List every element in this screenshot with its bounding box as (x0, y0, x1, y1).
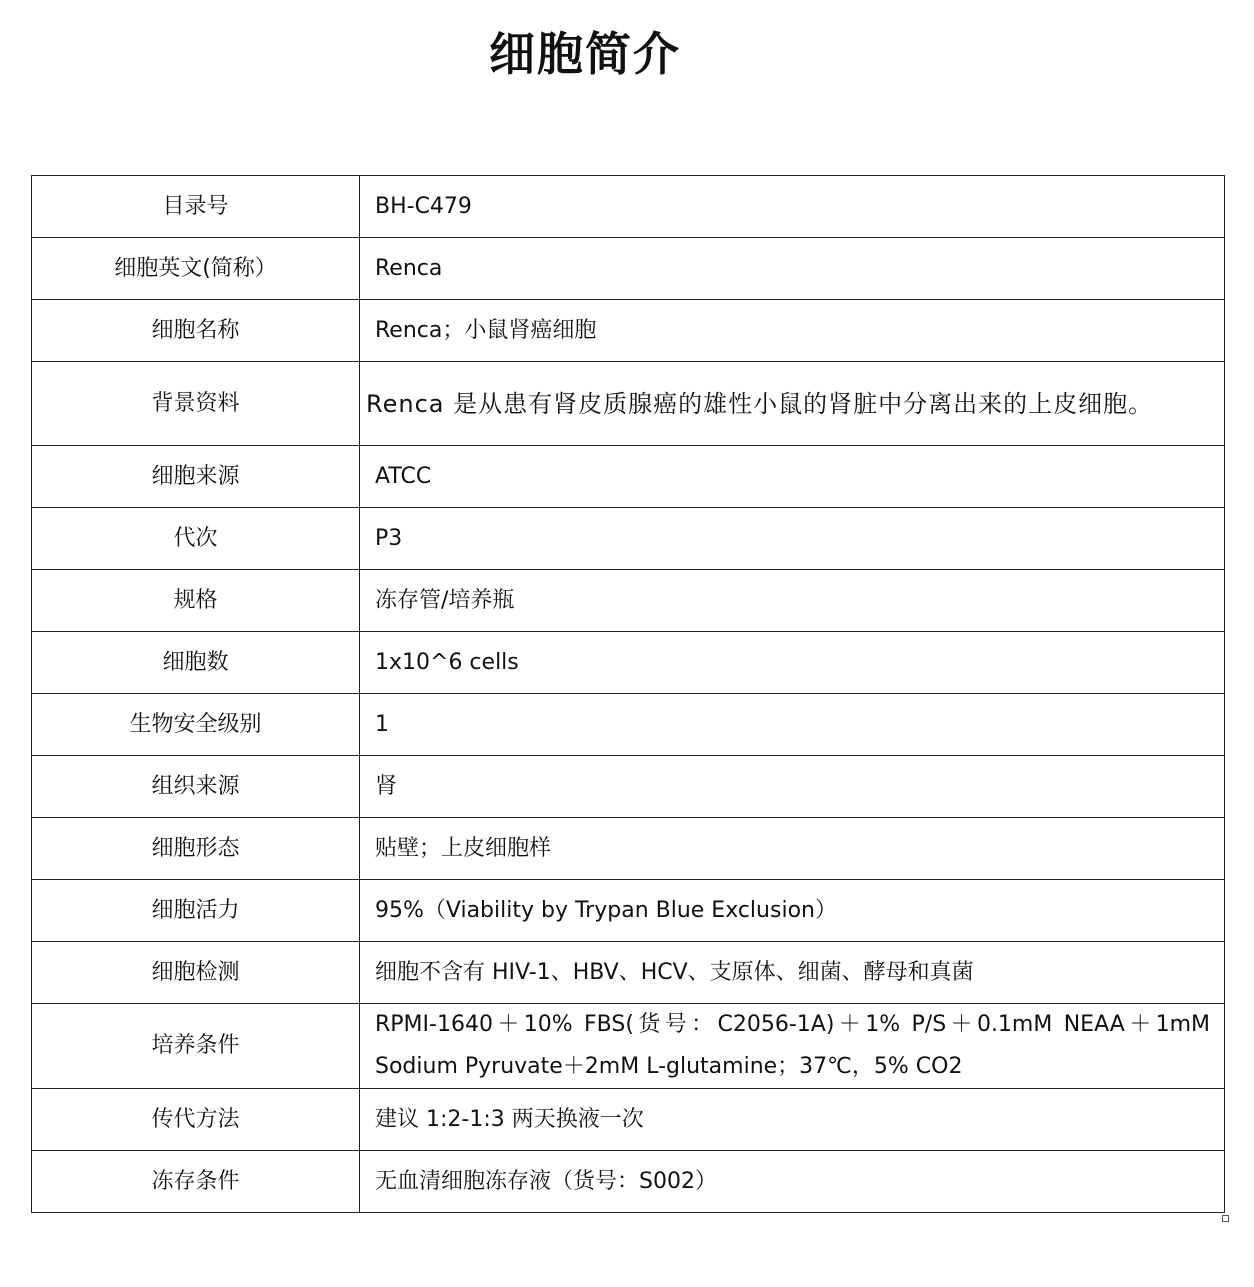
table-row (32, 818, 1225, 880)
row-label-cell-testing: 细胞检测 (32, 942, 360, 1004)
row-value-culture-conditions-cell (360, 1004, 1225, 1089)
row-value-english-abbreviation: Renca (360, 238, 1225, 300)
row-value-cell-name: Renca；小鼠肾癌细胞 (360, 300, 1225, 362)
table-resize-handle[interactable] (1222, 1215, 1229, 1222)
row-value-biosafety-level: 1 (360, 694, 1225, 756)
table-row (32, 880, 1225, 942)
row-value-tissue-source: 肾 (360, 756, 1225, 818)
row-label-specification: 规格 (32, 570, 360, 632)
row-label-morphology: 细胞形态 (32, 818, 360, 880)
row-value-cell-count: 1x10^6 cells (360, 632, 1225, 694)
row-label-catalog-number: 目录号 (32, 176, 360, 238)
table-row (32, 1089, 1225, 1151)
table-row (32, 362, 1225, 446)
row-label-cell-count: 细胞数 (32, 632, 360, 694)
page-title: 细胞简介 (489, 27, 681, 81)
row-value-passage: P3 (360, 508, 1225, 570)
row-value-background: Renca 是从患有肾皮质腺癌的雄性小鼠的肾脏中分离出来的上皮细胞。 (366, 389, 1154, 418)
row-value-specification: 冻存管/培养瓶 (360, 570, 1225, 632)
row-value-background-cell (360, 362, 1225, 446)
row-value-morphology: 贴壁；上皮细胞样 (360, 818, 1225, 880)
table-row (32, 446, 1225, 508)
table-row (32, 694, 1225, 756)
row-value-cell-testing: 细胞不含有 HIV-1、HBV、HCV、支原体、细菌、酵母和真菌 (360, 942, 1225, 1004)
table-row (32, 756, 1225, 818)
row-label-freezing-conditions: 冻存条件 (32, 1151, 360, 1213)
row-label-tissue-source: 组织来源 (32, 756, 360, 818)
table-row (32, 1004, 1225, 1089)
row-label-viability: 细胞活力 (32, 880, 360, 942)
cell-info-table (31, 175, 1225, 1213)
table-row (32, 632, 1225, 694)
row-value-catalog-number: BH-C479 (360, 176, 1225, 238)
table-row (32, 238, 1225, 300)
row-value-freezing-conditions: 无血清细胞冻存液（货号：S002） (360, 1151, 1225, 1213)
row-label-passage: 代次 (32, 508, 360, 570)
row-value-cell-source: ATCC (360, 446, 1225, 508)
row-label-passage-method: 传代方法 (32, 1089, 360, 1151)
table-row (32, 300, 1225, 362)
row-label-cell-name: 细胞名称 (32, 300, 360, 362)
table-row (32, 176, 1225, 238)
row-value-passage-method: 建议 1:2-1:3 两天换液一次 (360, 1089, 1225, 1151)
table-row (32, 942, 1225, 1004)
row-value-culture-conditions: RPMI-1640＋10% FBS(货号：C2056-1A)＋1% P/S＋0.1mM NEAA＋1mM Sodium Pyruvate＋2mM L-glutamine；37℃，5% CO2 (375, 1012, 1210, 1079)
table-row (32, 1151, 1225, 1213)
row-label-english-abbreviation: 细胞英文(简称） (32, 238, 360, 300)
table-row (32, 570, 1225, 632)
table-row (32, 508, 1225, 570)
row-value-viability: 95%（Viability by Trypan Blue Exclusion） (360, 880, 1225, 942)
row-label-cell-source: 细胞来源 (32, 446, 360, 508)
row-label-culture-conditions: 培养条件 (32, 1004, 360, 1089)
row-label-biosafety-level: 生物安全级别 (32, 694, 360, 756)
row-label-background: 背景资料 (32, 362, 360, 446)
